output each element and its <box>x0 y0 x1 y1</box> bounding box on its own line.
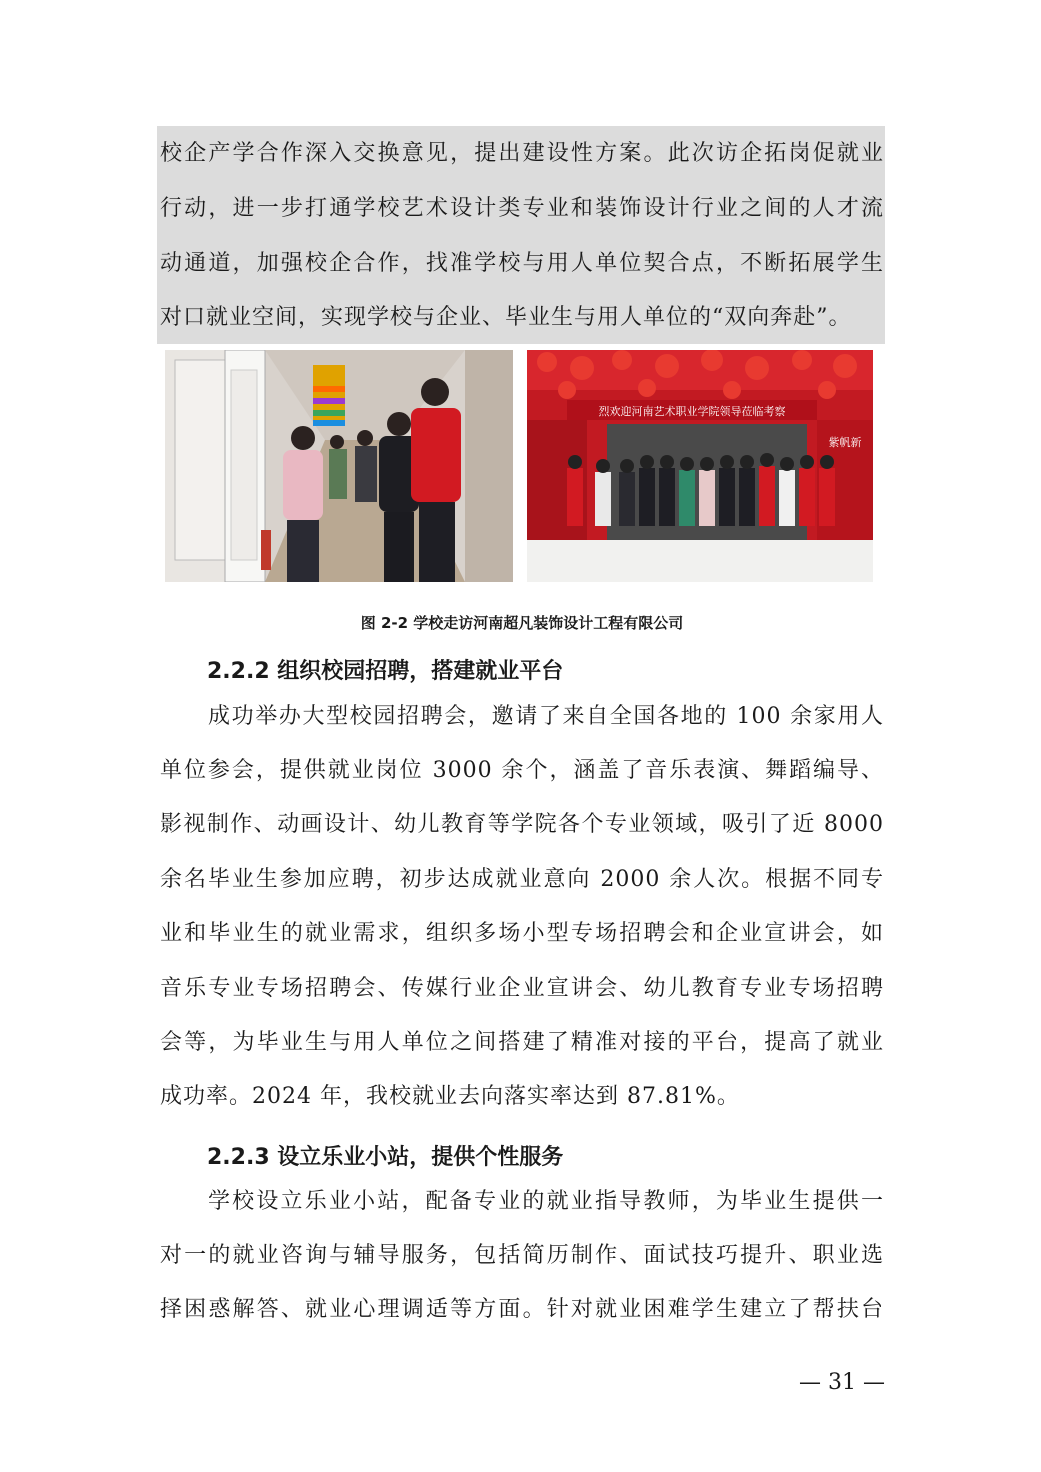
page-number: — 31 — <box>799 1370 885 1395</box>
s222-line-3: 影视制作、动画设计、幼儿教育等学院各个专业领域，吸引了近 8000 <box>160 812 884 837</box>
s222-line-7: 会等，为毕业生与用人单位之间搭建了精准对接的平台，提高了就业 <box>160 1030 884 1055</box>
photo-corridor-visit <box>165 350 513 582</box>
intro-line-3: 动通道，加强校企合作，找准学校与用人单位契合点，不断拓展学生 <box>160 251 884 276</box>
intro-line-4: 对口就业空间，实现学校与企业、毕业生与用人单位的“双向奔赴”。 <box>160 305 852 330</box>
section-heading-2-2-2: 2.2.2 组织校园招聘，搭建就业平台 <box>207 659 564 684</box>
s223-line-1: 学校设立乐业小站，配备专业的就业指导教师，为毕业生提供一 <box>208 1189 884 1214</box>
intro-line-2: 行动，进一步打通学校艺术设计类专业和装饰设计行业之间的人才流 <box>160 196 884 221</box>
figure-caption: 图 2-2 学校走访河南超凡装饰设计工程有限公司 <box>360 614 684 632</box>
section-heading-2-2-3: 2.2.3 设立乐业小站，提供个性服务 <box>207 1145 564 1170</box>
s222-line-8: 成功率。2024 年，我校就业去向落实率达到 87.81%。 <box>160 1084 740 1109</box>
photo-group-at-company <box>527 350 873 582</box>
banner-text: 烈欢迎河南艺术职业学院领导莅临考察 <box>598 405 786 418</box>
s222-line-6: 音乐专业专场招聘会、传媒行业企业宣讲会、幼儿教育专业专场招聘 <box>160 976 884 1001</box>
side-sign-text: 紫帆新 <box>828 436 862 449</box>
s222-line-2: 单位参会，提供就业岗位 3000 余个，涵盖了音乐表演、舞蹈编导、 <box>160 758 884 783</box>
s222-line-4: 余名毕业生参加应聘，初步达成就业意向 2000 余人次。根据不同专 <box>160 867 884 892</box>
s222-line-5: 业和毕业生的就业需求，组织多场小型专场招聘会和企业宣讲会，如 <box>160 921 884 946</box>
s223-line-2: 对一的就业咨询与辅导服务，包括简历制作、面试技巧提升、职业选 <box>160 1243 884 1268</box>
s223-line-3: 择困惑解答、就业心理调适等方面。针对就业困难学生建立了帮扶台 <box>160 1297 884 1322</box>
intro-line-1: 校企产学合作深入交换意见，提出建设性方案。此次访企拓岗促就业 <box>160 141 884 166</box>
s222-line-1: 成功举办大型校园招聘会，邀请了来自全国各地的 100 余家用人 <box>208 704 884 729</box>
